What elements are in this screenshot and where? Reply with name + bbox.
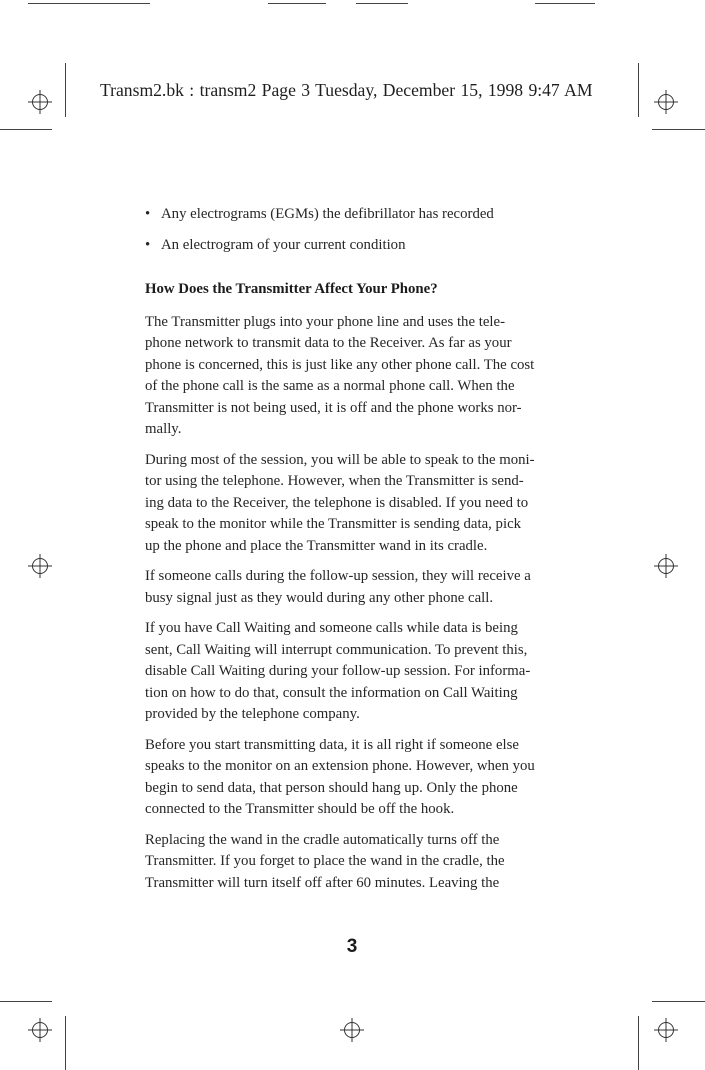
registration-mark-icon	[654, 1018, 678, 1042]
paragraph	[145, 450, 565, 558]
text-line: Before you start transmitting data, it is all right if someone else	[145, 736, 519, 753]
registration-mark-icon	[28, 1018, 52, 1042]
bullet-list	[145, 204, 565, 256]
crop-mark-bottom-left-vertical	[65, 1016, 66, 1070]
text-line: disable Call Waiting during your follow-up session. For informa-	[145, 663, 531, 679]
top-trim-line-2	[268, 3, 326, 4]
list-item	[145, 235, 565, 257]
text-line: During most of the session, you will be able to speak to the moni-	[145, 451, 535, 468]
crop-mark-left-vertical	[65, 63, 66, 117]
list-item	[145, 204, 565, 226]
section-heading: How Does the Transmitter Affect Your Phone?	[145, 281, 438, 297]
text-line: If someone calls during the follow-up session, they will receive a	[145, 568, 531, 584]
text-line: of the phone call is the same as a normal phone call. When the	[145, 378, 515, 394]
text-line: The Transmitter plugs into your phone line and uses the tele-	[145, 313, 506, 330]
paragraph	[145, 830, 565, 895]
list-item-text: An electrogram of your current condition	[161, 236, 406, 253]
crop-mark-right-vertical	[638, 63, 639, 117]
page-number: 3	[346, 936, 358, 957]
text-line: Transmitter is not being used, it is off and the phone works nor-	[145, 399, 522, 416]
page-content	[145, 204, 565, 903]
crop-mark-right-horizontal	[652, 129, 705, 130]
text-line: mally.	[145, 421, 182, 437]
running-head: Transm2.bk : transm2 Page 3 Tuesday, December 15, 1998 9:47 AM	[100, 80, 593, 100]
registration-mark-icon	[654, 554, 678, 578]
text-line: provided by the telephone company.	[145, 706, 360, 722]
text-line: begin to send data, that person should hang up. Only the phone	[145, 779, 518, 796]
text-line: phone network to transmit data to the Receiver. As far as your	[145, 335, 512, 351]
crop-mark-left-horizontal	[0, 129, 52, 130]
text-line: tion on how to do that, consult the information on Call Waiting	[145, 684, 518, 701]
text-line: tor using the telephone. However, when the Transmitter is send-	[145, 473, 524, 489]
text-line: Replacing the wand in the cradle automatically turns off the	[145, 831, 500, 848]
bullet-icon: •	[145, 206, 151, 222]
crop-mark-bottom-right-vertical	[638, 1016, 639, 1070]
crop-mark-bottom-right-horizontal	[652, 1001, 705, 1002]
text-line: up the phone and place the Transmitter wand in its cradle.	[145, 537, 488, 554]
paragraph	[145, 312, 565, 441]
text-line: Transmitter will turn itself off after 60 minutes. Leaving the	[145, 874, 500, 891]
registration-mark-icon	[654, 90, 678, 114]
text-line: speak to the monitor while the Transmitter is sending data, pick	[145, 516, 522, 532]
list-item-text: Any electrograms (EGMs) the defibrillator has recorded	[161, 206, 494, 222]
registration-mark-icon	[28, 554, 52, 578]
top-trim-line-1	[28, 3, 150, 4]
registration-mark-icon	[28, 90, 52, 114]
top-trim-line-4	[535, 3, 595, 4]
registration-mark-icon	[340, 1018, 364, 1042]
text-line: busy signal just as they would during any other phone call.	[145, 589, 494, 606]
top-trim-line-3	[356, 3, 408, 4]
crop-mark-bottom-left-horizontal	[0, 1001, 52, 1002]
text-line: speaks to the monitor on an extension phone. However, when you	[145, 758, 535, 774]
text-line: connected to the Transmitter should be off the hook.	[145, 801, 455, 817]
text-line: sent, Call Waiting will interrupt communication. To prevent this,	[145, 641, 528, 658]
text-line: If you have Call Waiting and someone calls while data is being	[145, 620, 518, 636]
bullet-icon: •	[145, 236, 151, 253]
text-line: ing data to the Receiver, the telephone is disabled. If you need to	[145, 494, 529, 511]
paragraph	[145, 735, 565, 821]
text-line: Transmitter. If you forget to place the wand in the cradle, the	[145, 853, 505, 869]
paragraph	[145, 566, 565, 609]
text-line: phone is concerned, this is just like any other phone call. The cost	[145, 356, 535, 373]
paragraph	[145, 618, 565, 726]
